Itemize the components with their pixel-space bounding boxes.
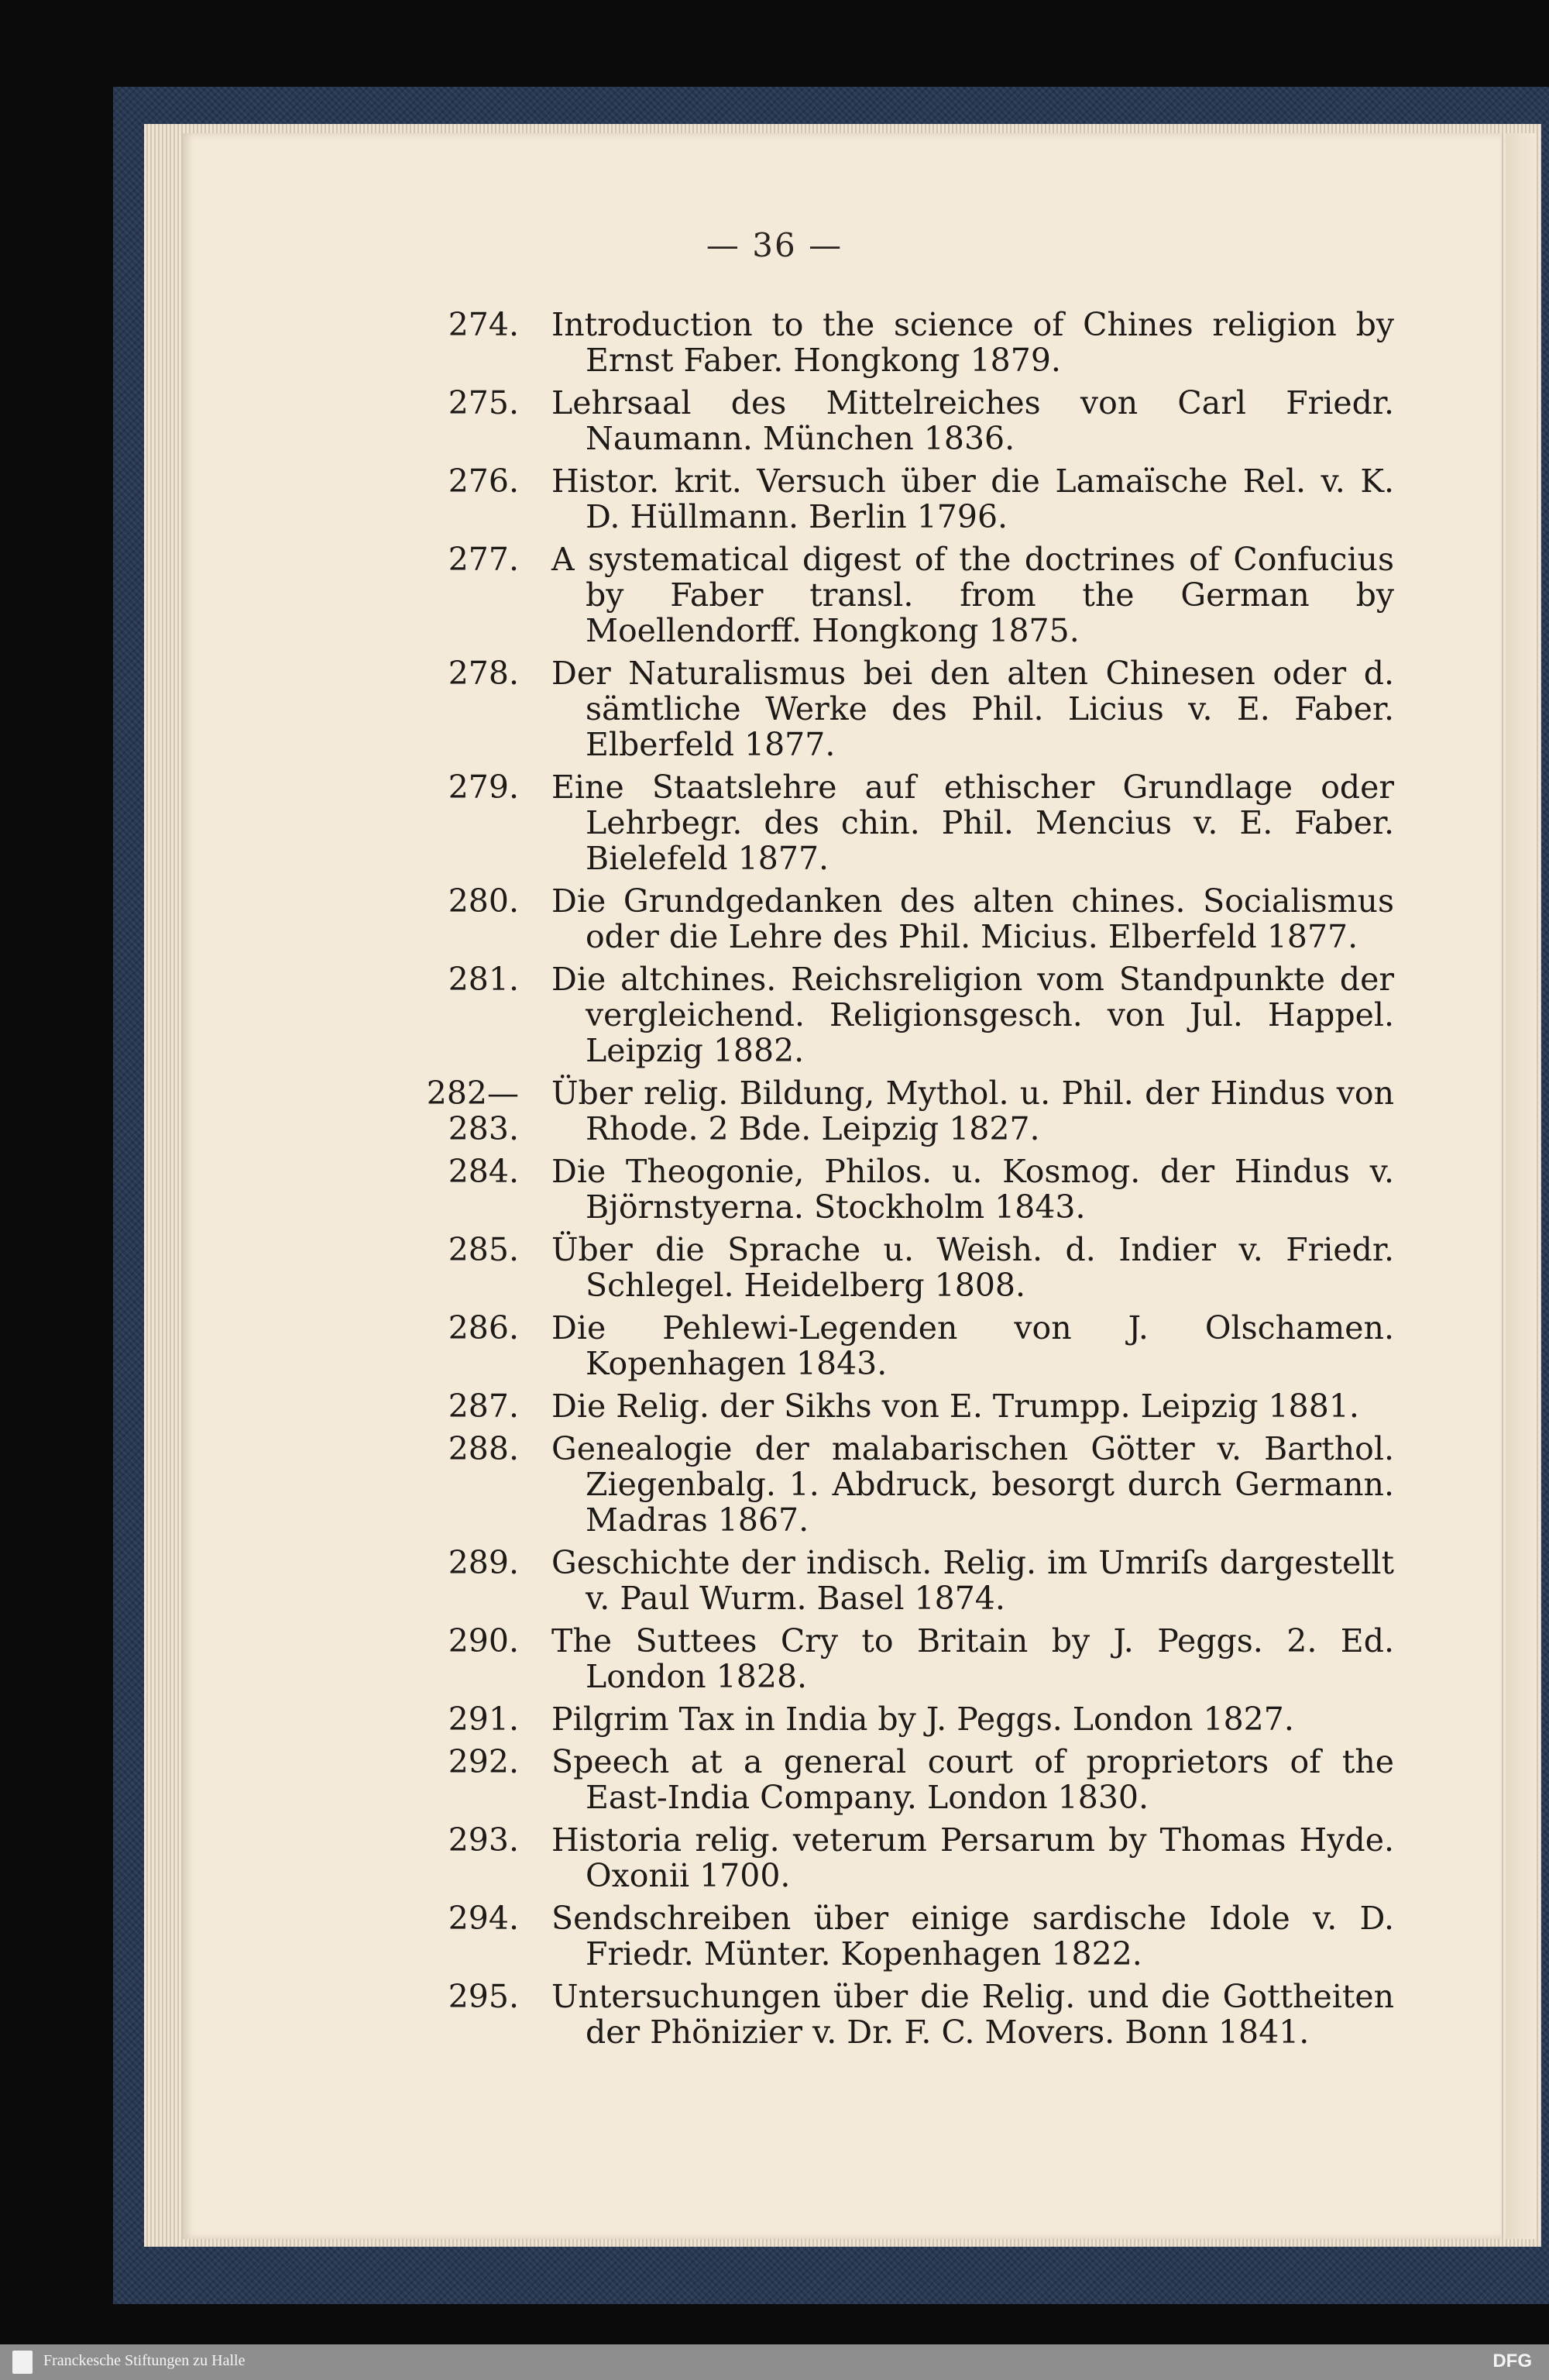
entry-number: 287. <box>448 1388 519 1425</box>
entry-text: Sendschreiben über einige sardische Idole v. D. Friedr. Münter. Kopenhagen 1822. <box>551 1900 1394 1972</box>
dfg-logo: DFG <box>1492 2351 1532 2371</box>
list-item <box>364 1623 1394 1694</box>
list-item <box>364 1075 1394 1147</box>
entry-text: A systematical digest of the doctrines of Confucius by Faber transl. from the German by Moellendorff. Hongkong 1875. <box>551 541 1394 649</box>
list-item <box>364 542 1394 648</box>
entry-text: Historia relig. veterum Persarum by Thomas Hyde. Oxonii 1700. <box>551 1821 1394 1894</box>
entry-number: 292. <box>448 1743 519 1780</box>
entry-number: 280. <box>448 882 519 920</box>
entry-number: 274. <box>448 306 519 343</box>
entry-number: 277. <box>448 541 519 578</box>
entry-text: Lehrsaal des Mittelreiches von Carl Friedr. Naumann. München 1836. <box>551 384 1394 457</box>
entry-text: The Suttees Cry to Britain by J. Peggs. 2. Ed. London 1828. <box>551 1622 1394 1695</box>
entry-number: 285. <box>448 1231 519 1268</box>
entry-number: 294. <box>448 1900 519 1937</box>
entry-text: Geschichte der indisch. Relig. im Umriſs dargestellt v. Paul Wurm. Basel 1874. <box>551 1544 1394 1617</box>
list-item <box>364 883 1394 954</box>
entry-text: Die Grundgedanken des alten chines. Socialismus oder die Lehre des Phil. Micius. Elberfeld 1877. <box>551 882 1394 955</box>
entry-text: Untersuchungen über die Relig. und die Gottheiten der Phönizier v. Dr. F. C. Movers. Bonn 1841. <box>551 1978 1394 2051</box>
entry-number: 293. <box>448 1821 519 1859</box>
list-item <box>364 961 1394 1068</box>
entry-number: 291. <box>448 1701 519 1738</box>
entry-text: Über relig. Bildung, Mythol. u. Phil. der Hindus von Rhode. 2 Bde. Leipzig 1827. <box>551 1075 1394 1147</box>
list-item <box>364 1822 1394 1893</box>
entry-number: 286. <box>448 1309 519 1346</box>
list-item <box>364 1310 1394 1381</box>
entry-text: Die altchines. Reichsreligion vom Standpunkte der vergleichend. Religionsgesch. von Jul. Happel. Leipzig 1882. <box>551 961 1394 1069</box>
entry-number: 279. <box>448 769 519 806</box>
entry-text: Pilgrim Tax in India by J. Peggs. London 1827. <box>551 1701 1294 1738</box>
bibliography-list <box>364 307 1394 2057</box>
entry-text: Der Naturalismus bei den alten Chinesen oder d. sämtliche Werke des Phil. Licius v. E. Faber. Elberfeld 1877. <box>551 655 1394 763</box>
entry-number: 295. <box>448 1978 519 2015</box>
entry-number: 289. <box>448 1544 519 1581</box>
entry-number: 290. <box>448 1622 519 1659</box>
list-item <box>364 385 1394 456</box>
entry-text: Histor. krit. Versuch über die Lamaïsche Rel. v. K. D. Hüllmann. Berlin 1796. <box>551 463 1394 535</box>
entry-text: Genealogie der malabarischen Götter v. Barthol. Ziegenbalg. 1. Abdruck, besorgt durch Germann. Madras 1867. <box>551 1430 1394 1539</box>
entry-text: Introduction to the science of Chines religion by Ernst Faber. Hongkong 1879. <box>551 306 1394 379</box>
list-item <box>364 1744 1394 1815</box>
list-item <box>364 1979 1394 2050</box>
entry-number: 278. <box>448 655 519 692</box>
list-item <box>364 1154 1394 1225</box>
entry-number: 288. <box>448 1430 519 1467</box>
entry-number: 284. <box>448 1153 519 1190</box>
list-item <box>364 1431 1394 1538</box>
list-item <box>364 769 1394 876</box>
entry-text: Die Relig. der Sikhs von E. Trumpp. Leipzig 1881. <box>551 1388 1359 1425</box>
entry-text: Die Pehlewi-Legenden von J. Olschamen. Kopenhagen 1843. <box>551 1309 1394 1382</box>
entry-text: Eine Staatslehre auf ethischer Grundlage oder Lehrbegr. des chin. Phil. Mencius v. E. Faber. Bielefeld 1877. <box>551 769 1394 877</box>
right-page-edge <box>1506 133 1537 2239</box>
footer-bar <box>0 2344 1549 2380</box>
entry-number: 282—283. <box>426 1075 519 1147</box>
page-number: — 36 — <box>706 226 843 264</box>
entry-number: 275. <box>448 384 519 421</box>
entry-number: 281. <box>448 961 519 998</box>
library-name: Franckesche Stiftungen zu Halle <box>43 2352 246 2369</box>
entry-text: Speech at a general court of proprietors of the East-India Company. London 1830. <box>551 1743 1394 1816</box>
library-logo-icon <box>12 2351 33 2374</box>
entry-text: Die Theogonie, Philos. u. Kosmog. der Hindus v. Björnstyerna. Stockholm 1843. <box>551 1153 1394 1226</box>
entry-number: 276. <box>448 463 519 500</box>
list-item <box>364 1388 1394 1424</box>
list-item <box>364 1900 1394 1972</box>
list-item <box>364 1545 1394 1616</box>
list-item <box>364 1232 1394 1303</box>
list-item <box>364 1701 1394 1737</box>
list-item <box>364 307 1394 378</box>
list-item <box>364 655 1394 762</box>
entry-text: Über die Sprache u. Weish. d. Indier v. Friedr. Schlegel. Heidelberg 1808. <box>551 1231 1394 1304</box>
list-item <box>364 463 1394 535</box>
